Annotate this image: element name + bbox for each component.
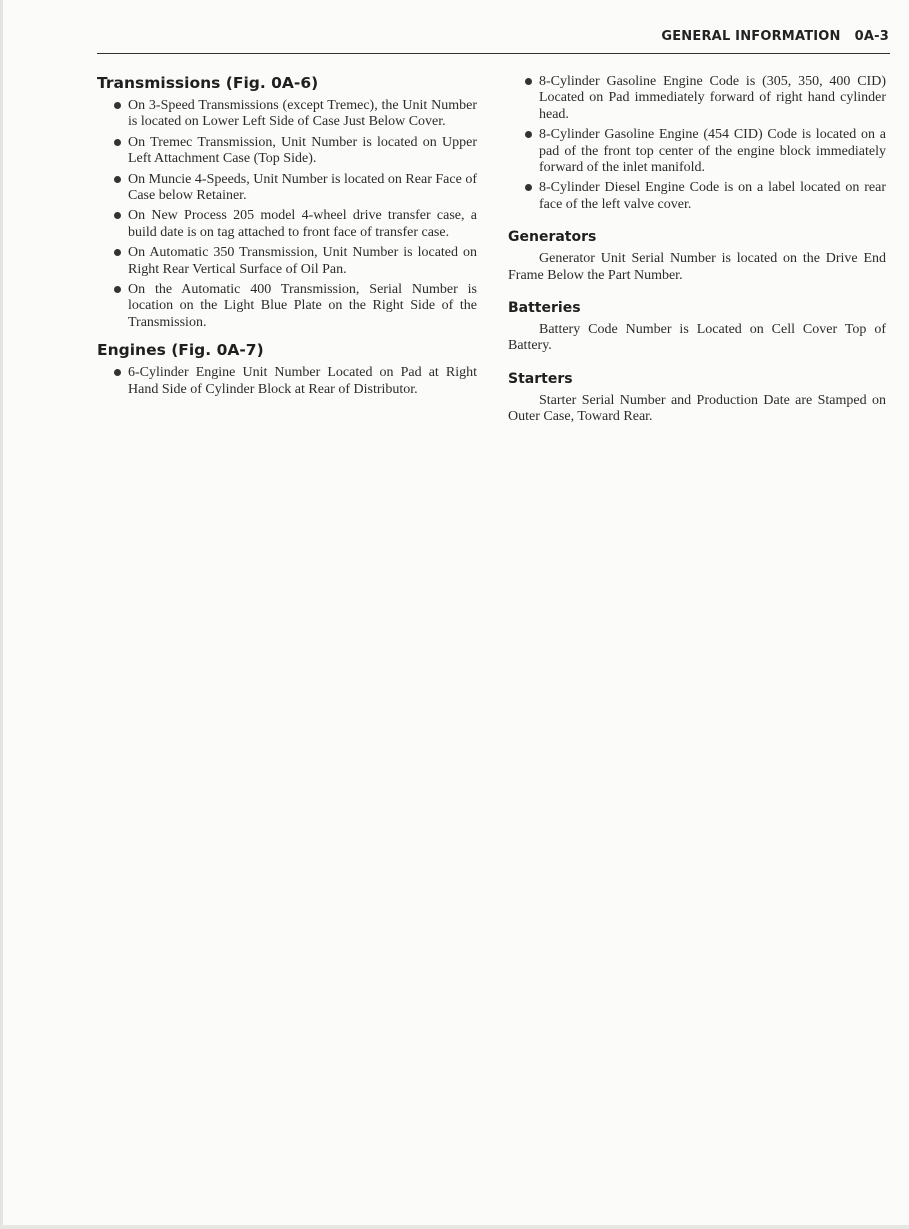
transmissions-heading: Transmissions (Fig. 0A-6) bbox=[97, 74, 319, 92]
generators-section bbox=[508, 229, 886, 284]
running-head bbox=[661, 29, 889, 44]
list-item-text: 8-Cylinder Diesel Engine Code is on a label located on rear face of the left valve cover. bbox=[539, 180, 886, 212]
bullet-icon bbox=[114, 369, 121, 376]
bullet-icon bbox=[525, 78, 532, 85]
right-column bbox=[508, 74, 886, 436]
starters-text: Starter Serial Number and Production Date are Stamped on Outer Case, Toward Rear. bbox=[508, 392, 886, 425]
bullet-icon bbox=[114, 249, 121, 256]
list-item-text: On Automatic 350 Transmission, Unit Number is located on Right Rear Vertical Surface of Oil Pan. bbox=[128, 245, 477, 277]
bullet-icon bbox=[114, 176, 121, 183]
page-number: 0A-3 bbox=[854, 29, 889, 44]
list-item bbox=[97, 365, 477, 398]
bullet-icon bbox=[525, 184, 532, 191]
engines-heading: Engines (Fig. 0A-7) bbox=[97, 341, 264, 360]
left-column bbox=[97, 74, 477, 408]
bullet-icon bbox=[114, 102, 121, 109]
header-rule bbox=[97, 53, 890, 54]
list-item bbox=[97, 208, 477, 241]
batteries-section bbox=[508, 300, 886, 355]
list-item bbox=[97, 172, 477, 205]
transmissions-section bbox=[97, 74, 477, 331]
list-item-text: 6-Cylinder Engine Unit Number Located on Pad at Right Hand Side of Cylinder Block at Rear of Distributor. bbox=[128, 365, 477, 397]
list-item bbox=[508, 74, 886, 123]
list-item bbox=[97, 245, 477, 278]
list-item-text: On Tremec Transmission, Unit Number is located on Upper Left Attachment Case (Top Side). bbox=[128, 134, 477, 167]
list-item-text: On Muncie 4-Speeds, Unit Number is located on Rear Face of Case below Retainer. bbox=[128, 171, 477, 204]
starters-heading: Starters bbox=[508, 370, 573, 387]
list-item bbox=[97, 98, 477, 131]
list-item-text: On New Process 205 model 4-wheel drive transfer case, a build date is on tag attached to front face of transfer case. bbox=[128, 208, 477, 240]
bullet-icon bbox=[525, 131, 532, 138]
list-item-text: 8-Cylinder Gasoline Engine Code is (305, 350, 400 CID) Located on Pad immediately forward of right hand cylinder head. bbox=[539, 74, 886, 122]
starters-section bbox=[508, 371, 886, 426]
batteries-heading: Batteries bbox=[508, 300, 581, 317]
batteries-text: Battery Code Number is Located on Cell Cover Top of Battery. bbox=[508, 322, 886, 354]
transmissions-list bbox=[97, 98, 477, 331]
scan-edge bbox=[0, 0, 3, 1229]
section-title: GENERAL INFORMATION bbox=[661, 29, 841, 44]
list-item bbox=[97, 282, 477, 331]
bullet-icon bbox=[114, 212, 121, 219]
engines-list bbox=[97, 365, 477, 398]
list-item bbox=[508, 180, 886, 213]
bullet-icon bbox=[114, 139, 121, 146]
generators-text: Generator Unit Serial Number is located on the Drive End Frame Below the Part Number. bbox=[508, 251, 886, 283]
engines-continued-list bbox=[508, 74, 886, 213]
list-item-text: On 3-Speed Transmissions (except Tremec), the Unit Number is located on Lower Left Side of Case Just Below Cover. bbox=[128, 98, 477, 130]
list-item-text: 8-Cylinder Gasoline Engine (454 CID) Code is located on a pad of the front top center of the engine block immediately forward of the inlet manifold. bbox=[539, 127, 886, 176]
list-item bbox=[97, 135, 477, 168]
generators-heading: Generators bbox=[508, 229, 597, 246]
list-item-text: On the Automatic 400 Transmission, Serial Number is location on the Light Blue Plate on the Right Side of the Transmission. bbox=[128, 282, 477, 330]
engines-section bbox=[97, 341, 477, 398]
list-item bbox=[508, 127, 886, 176]
scan-bottom-edge bbox=[0, 1225, 909, 1229]
bullet-icon bbox=[114, 286, 121, 293]
